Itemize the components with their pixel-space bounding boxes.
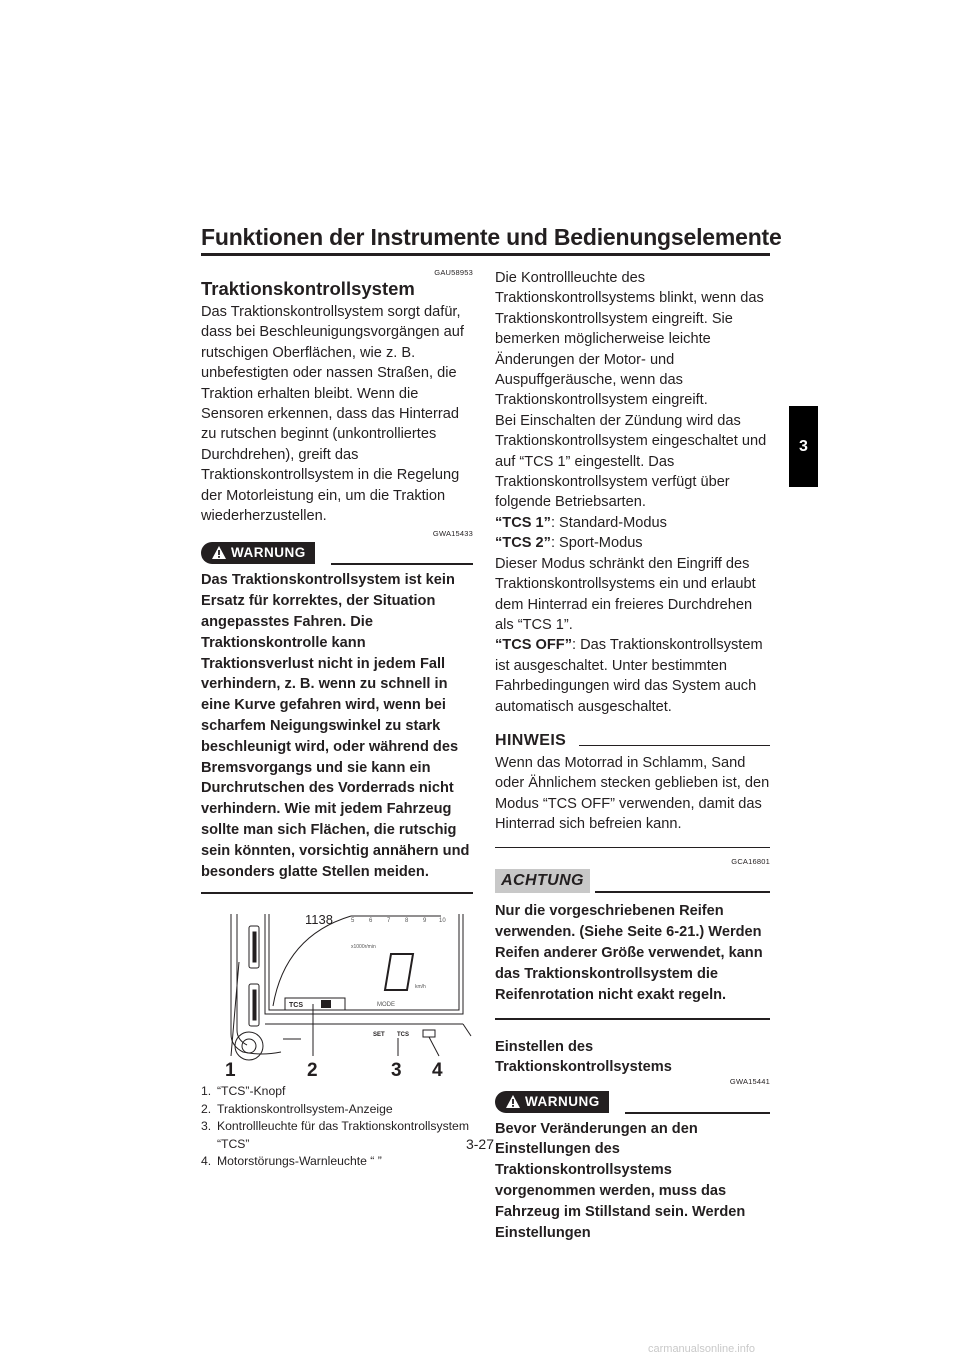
warning-badge: [495, 1091, 609, 1113]
mode-tcs1: “TCS 1”: Standard-Modus: [495, 514, 667, 531]
speed-unit: km/h: [415, 984, 426, 991]
warning-text: Das Traktionskontrollsystem ist kein Ersatz für korrektes, der Situation angepasstes Fahren. Die Traktionskontrolle kann Traktionsverlust nicht in jedem Fall verhindern, z. B. wenn zu schnell in eine Kurve gefahren wird, wenn bei scharfem Neigungswinkel zu stark beschleunigt wird, oder während des Bremsvorgangs und sie kann ein Durchrutschen des Vorderrads nicht verhindern. Wie mit jedem Fahrzeug sollte man sich Flächen, die rutschig sein könnten, vorsichtig annähern und besonders glatte Stellen meiden.: [201, 572, 470, 880]
warning-end-rule: [201, 892, 473, 894]
warning-header: [495, 1091, 770, 1115]
body-paragraph: Die Kontrollleuchte des Traktionskontrollsystems blinkt, wenn das Traktionskontrollsystem eingreift. Sie bemerken möglicherweise leichte Änderungen der Motor- und Auspuffgeräusche, wenn das Traktionskontrollsystem eingreift.: [495, 270, 764, 409]
instrument-panel-illustration: [201, 906, 473, 1081]
figure-label: 2: [307, 1060, 318, 1082]
notice-header: [495, 731, 770, 753]
warning-label: WARNUNG: [525, 1093, 600, 1109]
reference-code: GCA16801: [731, 856, 770, 866]
section-heading: Traktionskontrollsystem: [201, 278, 415, 299]
engine-warning-icon: [423, 1030, 435, 1037]
scale-label: 10: [439, 918, 446, 925]
warning-text: Bevor Veränderungen an den Einstellungen des Traktionskontrollsystems vorgenommen werden, muss das Fahrzeug im Stillstand sein. Werden Einstellungen: [495, 1120, 746, 1241]
caution-badge: ACHTUNG: [495, 869, 590, 893]
intro-paragraph: Das Traktionskontrollsystem sorgt dafür, dass bei Beschleunigungsvorgängen auf rutschigen Oberflächen, wie z. B. unbefestigten oder nassen Straßen, die Traktion erhalten bleibt. Wenn die Sensoren erkennen, dass das Hinterrad zu rutschen beginnt (unkontrolliertes Durchdrehen), greift das Traktionskontrollsystem in die Regelung der Motorleistung ein, um die Traktion wiederherzustellen.: [201, 304, 464, 525]
warning-label: WARNUNG: [231, 545, 306, 561]
left-column: [201, 268, 473, 1171]
page-title: Funktionen der Instrumente und Bedienungselemente: [201, 224, 782, 250]
reference-code: GWA15433: [432, 529, 473, 539]
rpm-unit: x1000r/min: [351, 944, 376, 951]
scale-label: 6: [369, 918, 373, 925]
warning-triangle-icon: [211, 545, 227, 560]
caution-end-rule: [495, 1018, 770, 1020]
reference-code: GWA15441: [729, 1076, 770, 1086]
figure-label: 3: [391, 1060, 402, 1082]
title-rule: [201, 253, 770, 256]
subsection-heading: Einstellen des Traktionskontrollsystems: [495, 1038, 672, 1075]
right-column: [495, 268, 770, 1243]
scale-label: 9: [423, 918, 427, 925]
scale-label: 8: [405, 918, 409, 925]
notice-end-rule: [495, 847, 770, 848]
chapter-tab: 3: [789, 406, 818, 487]
body-paragraph: Dieser Modus schränkt den Eingriff des Traktionskontrollsystems ein und erlaubt dem Hinterrad ein freieres Durchdrehen als “TCS 1”.: [495, 555, 756, 633]
tcs-indicator-text: TCS: [397, 1032, 409, 1039]
mode-tcs2: “TCS 2”: Sport-Modus: [495, 535, 643, 552]
caption-item: 4. Motorstörungs-Warnleuchte “ ”: [201, 1154, 382, 1169]
notice-rule: [579, 745, 770, 746]
caption-item: 1. “TCS”-Knopf: [201, 1084, 286, 1099]
mode-tcs-off: “TCS OFF”: Das Traktionskontrollsystem ist ausgeschaltet. Unter bestimmten Fahrbedingungen wird das System auch automatisch ausgeschaltet.: [495, 637, 763, 715]
caption-item: 2. Traktionskontrollsystem-Anzeige: [201, 1101, 393, 1116]
warning-badge: [201, 542, 315, 564]
warning-rule: [331, 563, 473, 565]
figure-caption-list: [201, 1083, 473, 1171]
caption-item: 3. Kontrollleuchte für das Traktionskontrollsystem “TCS”: [201, 1119, 469, 1151]
notice-label: HINWEIS: [495, 731, 567, 749]
warning-triangle-icon: [505, 1094, 521, 1109]
figure-label: 1: [225, 1060, 236, 1082]
scale-label: 5: [351, 918, 355, 925]
caution-header: [495, 869, 770, 895]
caution-text: Nur die vorgeschriebenen Reifen verwenden. (Siehe Seite 6-21.) Werden Reifen anderer Größe verwendet, kann das Traktionskontrollsystem die Reifenrotation nicht exakt regeln.: [495, 902, 763, 1003]
set-indicator-text: SET: [373, 1032, 385, 1039]
scale-label: 7: [387, 918, 391, 925]
warning-rule: [625, 1112, 770, 1114]
tachometer-scale: [351, 918, 446, 924]
svg-text:1138: 1138: [305, 912, 333, 928]
page-number: 3-27: [465, 1136, 495, 1152]
body-paragraph: Bei Einschalten der Zündung wird das Traktionskontrollsystem eingeschaltet und auf “TCS 1” eingestellt. Das Traktionskontrollsystem verfügt über folgende Betriebsarten.: [495, 412, 767, 511]
watermark: carmanualsonline.info: [648, 1343, 756, 1355]
caution-rule: [595, 891, 770, 893]
mode-display-text: MODE: [377, 1002, 395, 1009]
instrument-figure: [201, 906, 473, 1081]
tcs-display-text: TCS: [289, 1002, 303, 1010]
reference-code: GAU58953: [434, 268, 473, 277]
notice-text: Wenn das Motorrad in Schlamm, Sand oder Ähnlichem stecken geblieben ist, den Modus “TCS OFF” verwenden, damit das Hinterrad sich befreien kann.: [495, 754, 770, 833]
warning-header: [201, 542, 473, 566]
figure-label: 4: [432, 1060, 443, 1082]
